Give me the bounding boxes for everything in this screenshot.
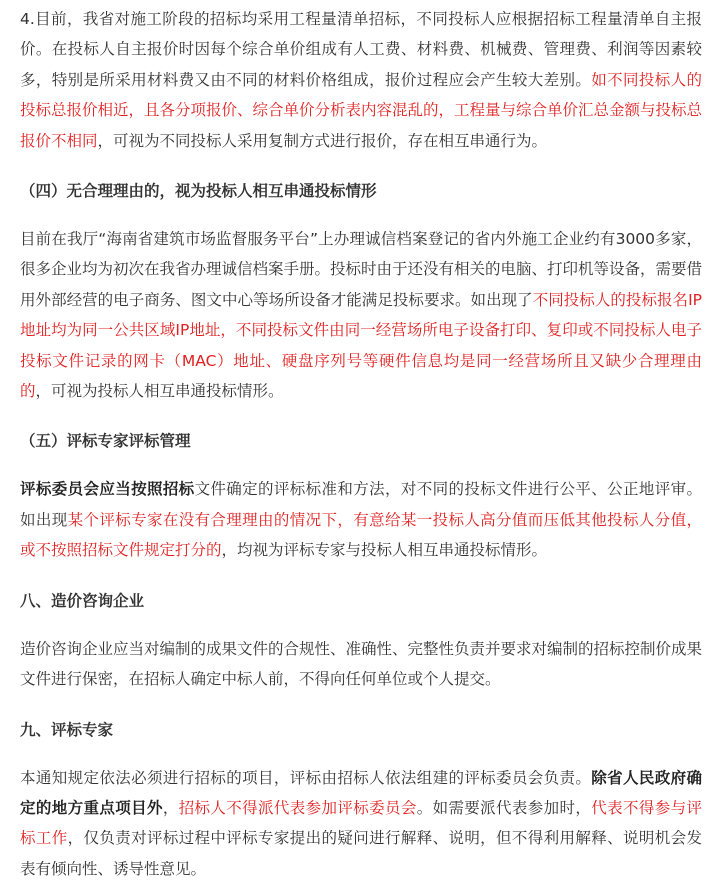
- text-segment: 文件确定的评标标准和方法，对不同的投标文件进行公平、公正地评审。如出现: [20, 480, 702, 528]
- bold-emphasis-text: 评标委员会应当按照招标: [20, 480, 195, 498]
- spacer: [20, 616, 702, 634]
- text-segment: 本通知规定依法必须进行招标的项目，评标由招标人依法组建的评标委员会负责。: [20, 769, 591, 787]
- heading-section-5: （五）评标专家评标管理: [20, 426, 702, 456]
- text-segment: 。如需要派代表参加时，: [417, 799, 592, 817]
- red-emphasis-text: 某个评标专家在没有合理理由的情况下，有意给某一投标人高分值而压低其他投标人分值，或不按照招标文件规定打分的: [20, 511, 702, 559]
- text-segment: ，均视为评标专家与投标人相互串通投标情形。: [222, 541, 548, 559]
- red-emphasis-text: 招标人不得派代表参加评标委员会: [179, 799, 417, 817]
- text-segment: ，仅负责对评标过程中评标专家提出的疑问进行解释、说明，但不得利用解释、说明机会发表有倾向性、诱导性意见。: [20, 829, 702, 877]
- spacer: [20, 566, 702, 586]
- text-segment: ，可视为投标人相互串通投标情形。: [36, 382, 284, 400]
- spacer: [20, 745, 702, 763]
- spacer: [20, 406, 702, 426]
- section-5-body-paragraph: [20, 474, 702, 565]
- section-4-intro-paragraph: [20, 4, 702, 156]
- heading-section-4: （四）无合理理由的，视为投标人相互串通投标情形: [20, 176, 702, 206]
- spacer: [20, 695, 702, 715]
- section-8-body-paragraph: 造价咨询企业应当对编制的成果文件的合规性、准确性、完整性负责并要求对编制的招标控制价成果文件进行保密，在招标人确定中标人前，不得向任何单位或个人提交。: [20, 634, 702, 695]
- spacer: [20, 156, 702, 176]
- text-segment: ，: [163, 799, 179, 817]
- heading-section-8: 八、造价咨询企业: [20, 586, 702, 616]
- text-segment: 目前在我厅“海南省建筑市场监督服务平台”上办理诚信档案登记的省内外施工企业约有3000多家，很多企业均为初次在我省办理诚信档案手册。投标时由于还没有相关的电脑、打印机等设备，需要借用外部经营的电子商务、图文中心等场所设备才能满足投标要求。如出现了: [20, 230, 702, 309]
- text-segment: ，可视为不同投标人采用复制方式进行报价，存在相互串通行为。: [98, 132, 548, 150]
- red-emphasis-text: 代表不得参与评标工作: [20, 799, 702, 847]
- red-emphasis-text: 如不同投标人的投标总报价相近，且各分项报价、综合单价分析表内容混乱的，工程量与综合单价汇总金额与投标总报价不相同: [20, 71, 702, 150]
- spacer: [20, 206, 702, 224]
- spacer: [20, 456, 702, 474]
- bold-emphasis-text: 除省人民政府确定的地方重点项目外: [20, 769, 702, 817]
- section-9-body-paragraph: [20, 763, 702, 884]
- text-segment: 4.目前，我省对施工阶段的招标均采用工程量清单招标，不同投标人应根据招标工程量清单自主报价。在投标人自主报价时因每个综合单价组成有人工费、材料费、机械费、管理费、利润等因素较多，特别是所采用材料费又由不同的材料价格组成，报价过程应会产生较大差别。: [20, 10, 702, 89]
- red-emphasis-text: 不同投标人的投标报名IP地址均为同一公共区域IP地址，不同投标文件由同一经营场所电子设备打印、复印或不同投标人电子投标文件记录的网卡（MAC）地址、硬盘序列号等硬件信息均是同一经营场所且又缺少合理理由的: [20, 291, 702, 400]
- section-4-body-paragraph: [20, 224, 702, 406]
- heading-section-9: 九、评标专家: [20, 715, 702, 745]
